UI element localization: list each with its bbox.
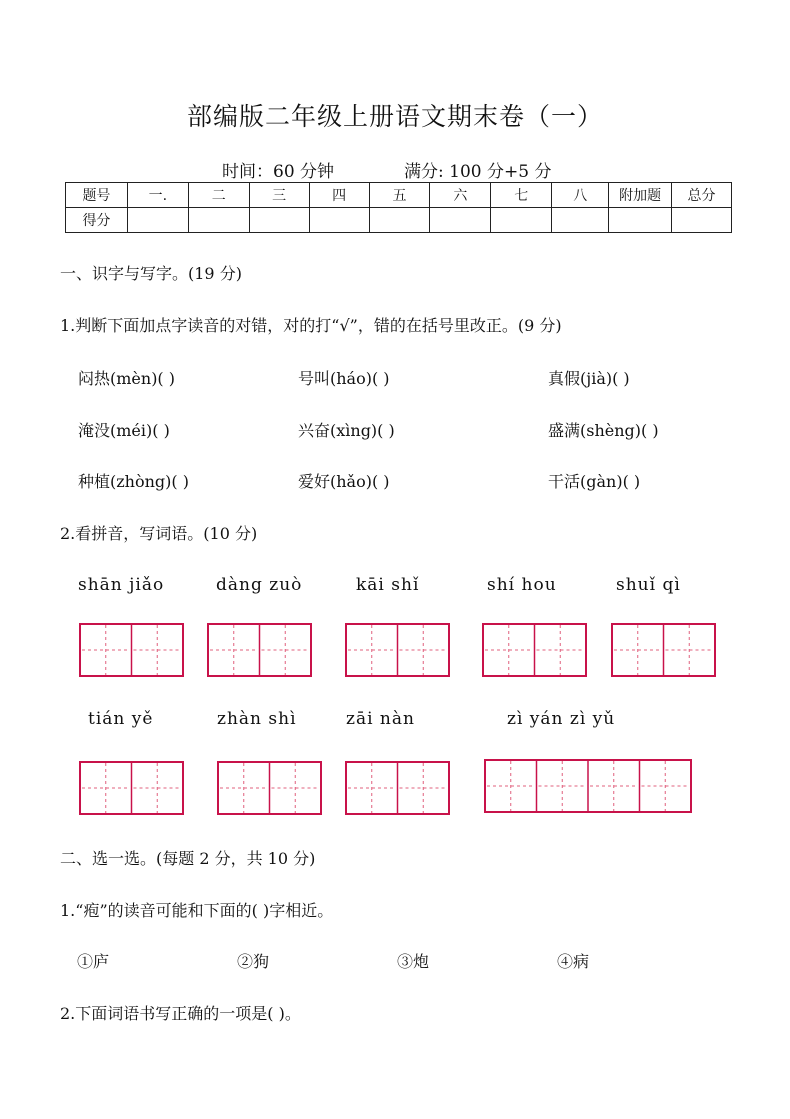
pinyin-judge-item: 淹没(méi)( ) bbox=[78, 421, 170, 440]
score-header-cell: 总分 bbox=[672, 183, 732, 208]
score-header-cell: 附加题 bbox=[609, 183, 672, 208]
score-header-cell: 五 bbox=[369, 183, 430, 208]
pinyin-label: shān jiǎo bbox=[78, 575, 165, 595]
section2-heading: 二、选一选。(每题 2 分，共 10 分) bbox=[60, 849, 316, 868]
score-cell[interactable] bbox=[188, 208, 249, 233]
score-cell[interactable] bbox=[609, 208, 672, 233]
section2-q2-prompt: 2.下面词语书写正确的一项是( )。 bbox=[60, 1004, 301, 1023]
score-header-cell: 七 bbox=[491, 183, 552, 208]
pinyin-judge-item: 真假(jià)( ) bbox=[548, 369, 630, 388]
section1-q1-prompt: 1.判断下面加点字读音的对错，对的打“√”，错的在括号里改正。(9 分) bbox=[60, 316, 562, 335]
option-item[interactable]: ②狗 bbox=[237, 952, 270, 971]
tianzige-grid[interactable] bbox=[79, 623, 184, 677]
tianzige-grid[interactable] bbox=[345, 761, 450, 815]
tianzige-grid[interactable] bbox=[207, 623, 312, 677]
pinyin-judge-item: 号叫(háo)( ) bbox=[298, 369, 390, 388]
pinyin-judge-item: 兴奋(xìng)( ) bbox=[298, 421, 395, 440]
pinyin-label: dàng zuò bbox=[216, 575, 303, 595]
tianzige-grid[interactable] bbox=[484, 759, 692, 813]
full-marks-label: 满分: 100 分+5 分 bbox=[404, 162, 552, 182]
score-header-cell: 八 bbox=[552, 183, 609, 208]
tianzige-grid[interactable] bbox=[217, 761, 322, 815]
score-header-cell: 四 bbox=[309, 183, 369, 208]
pinyin-judge-item: 盛满(shèng)( ) bbox=[548, 421, 659, 440]
time-label: 时间：60 分钟 bbox=[222, 162, 335, 182]
pinyin-judge-item: 种植(zhòng)( ) bbox=[78, 472, 189, 491]
pinyin-judge-item: 闷热(mèn)( ) bbox=[78, 369, 176, 388]
page-title: 部编版二年级上册语文期末卷（一） bbox=[186, 102, 603, 131]
pinyin-label: shí hou bbox=[487, 575, 557, 595]
score-cell[interactable] bbox=[369, 208, 430, 233]
pinyin-label: kāi shǐ bbox=[356, 575, 420, 595]
score-cell[interactable] bbox=[672, 208, 732, 233]
pinyin-label: zhàn shì bbox=[217, 709, 297, 729]
tianzige-grid[interactable] bbox=[79, 761, 184, 815]
tianzige-grid[interactable] bbox=[345, 623, 450, 677]
score-row-label: 得分 bbox=[66, 208, 128, 233]
score-cell[interactable] bbox=[309, 208, 369, 233]
score-table bbox=[65, 182, 732, 233]
pinyin-label: shuǐ qì bbox=[616, 575, 681, 595]
pinyin-judge-item: 爱好(hǎo)( ) bbox=[298, 472, 390, 491]
section2-q1-prompt: 1.“疱”的读音可能和下面的( )字相近。 bbox=[60, 901, 334, 920]
score-cell[interactable] bbox=[127, 208, 188, 233]
score-cell[interactable] bbox=[491, 208, 552, 233]
option-item[interactable]: ④病 bbox=[557, 952, 590, 971]
section1-q2-prompt: 2.看拼音，写词语。(10 分) bbox=[60, 524, 258, 543]
score-header-cell: 二 bbox=[188, 183, 249, 208]
score-table-header-row bbox=[66, 183, 732, 208]
tianzige-grid[interactable] bbox=[611, 623, 716, 677]
score-cell[interactable] bbox=[430, 208, 491, 233]
option-item[interactable]: ①庐 bbox=[77, 952, 110, 971]
score-header-cell: 六 bbox=[430, 183, 491, 208]
score-header-cell: 题号 bbox=[66, 183, 128, 208]
pinyin-label: zāi nàn bbox=[346, 709, 415, 729]
score-cell[interactable] bbox=[249, 208, 309, 233]
score-cell[interactable] bbox=[552, 208, 609, 233]
option-item[interactable]: ③炮 bbox=[397, 952, 430, 971]
pinyin-label: zì yán zì yǔ bbox=[507, 709, 616, 729]
section1-heading: 一、识字与写字。(19 分) bbox=[60, 264, 242, 283]
pinyin-judge-item: 干活(gàn)( ) bbox=[548, 472, 641, 491]
pinyin-label: tián yě bbox=[88, 709, 154, 729]
score-header-cell: 三 bbox=[249, 183, 309, 208]
score-header-cell: 一. bbox=[127, 183, 188, 208]
tianzige-grid[interactable] bbox=[482, 623, 587, 677]
score-table-score-row bbox=[66, 208, 732, 233]
